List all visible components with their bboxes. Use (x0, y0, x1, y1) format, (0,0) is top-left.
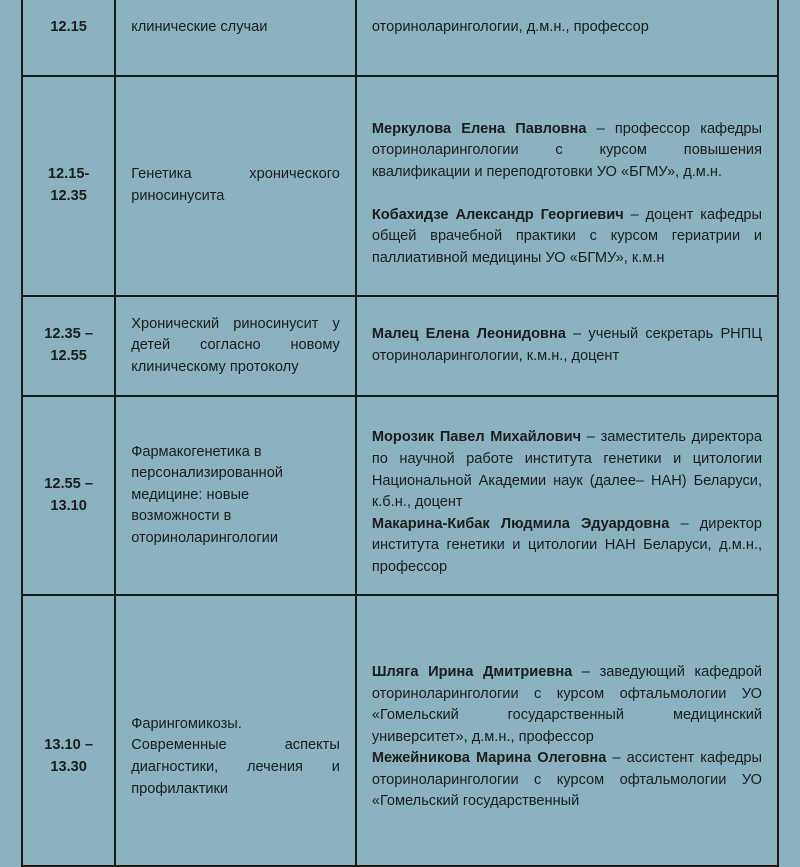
speaker-name: Морозик Павел Михайлович (371, 429, 582, 446)
time-cell (22, 396, 115, 595)
speaker-title: – ассистент кафедры оториноларингологии с курсом офтальмологии УО «Гомельский государственный (371, 750, 762, 810)
speaker-entry (372, 324, 762, 367)
topic-text: клинические случаи (131, 19, 268, 36)
time-cell (22, 595, 115, 866)
time-cell (22, 296, 115, 396)
topic-text: Фарингомикозы. Современные аспекты диагностики, лечения и профилактики (131, 715, 340, 797)
time-text: 12.55 – 13.10 (44, 475, 93, 514)
table-row (22, 595, 778, 866)
speaker-title: – директор института генетики и цитологии НАН Беларуси, д.м.н., профессор (371, 515, 762, 575)
speaker-title: – заведующий кафедрой оториноларингологии с курсом офтальмологии УО «Гомельский государственный медицинский университет», д.м.н., профессор (371, 663, 762, 745)
speaker-name: Кобахидзе Александр Георгиевич (371, 206, 624, 223)
topic-text: Генетика хронического риносинусита (131, 166, 340, 204)
speaker-cell (356, 595, 778, 866)
topic-cell (115, 396, 356, 595)
program-table (21, 0, 779, 867)
time-text: 12.15 (50, 19, 87, 36)
speaker-cell (356, 396, 778, 595)
speaker-name: Макарина-Кибак Людмила Эдуардовна (371, 515, 670, 532)
topic-cell (115, 595, 356, 866)
speaker-cell (356, 0, 778, 76)
speaker-title: – профессор кафедры оториноларингологии с курсом повышения квалификации и переподготовки УО «БГМУ», д.м.н. (371, 120, 762, 180)
time-text: 12.15- 12.35 (47, 166, 90, 204)
table-row (22, 296, 778, 396)
table-row (22, 76, 778, 296)
topic-cell (115, 296, 356, 396)
speaker-cell (356, 296, 778, 396)
speaker-entry (372, 205, 762, 270)
topic-text: Хронический риносинусит у детей согласно новому клиническому протоколу (131, 315, 340, 375)
topic-text: Фармакогенетика в персонализированной медицине: новые возможности в оториноларингологии (131, 443, 283, 546)
speaker-title: оториноларингологии, д.м.н., профессор (371, 19, 649, 36)
speaker-name: Межейникова Марина Олеговна (371, 750, 607, 767)
time-cell (22, 76, 115, 296)
speaker-title: – доцент кафедры общей врачебной практики с курсом гериатрии и паллиативной медицины УО «БГМУ», к.м.н (371, 206, 763, 266)
table-row (22, 0, 778, 76)
speaker-cell (356, 76, 778, 296)
speaker-entry (372, 748, 762, 813)
speaker-title: – ученый секретарь РНПЦ оториноларингологии, к.м.н., доцент (371, 326, 762, 364)
time-cell (22, 0, 115, 76)
time-text: 12.35 – 12.55 (44, 326, 93, 364)
topic-cell (115, 76, 356, 296)
speaker-entry (372, 119, 762, 184)
speaker-name: Меркулова Елена Павловна (371, 120, 587, 137)
time-text: 13.10 – 13.30 (44, 737, 93, 775)
speaker-title: – заместитель директора по научной работе института генетики и цитологии Национальной Академии наук (далее– НАН) Беларуси, к.б.н., доцент (371, 429, 762, 511)
speaker-entry (372, 514, 762, 579)
speaker-name: Шляга Ирина Дмитриевна (371, 663, 573, 680)
speaker-entry (372, 662, 762, 748)
topic-cell (115, 0, 356, 76)
speaker-entry (372, 427, 762, 513)
speaker-entry (372, 17, 762, 39)
table-row (22, 396, 778, 595)
speaker-name: Малец Елена Леонидовна (371, 326, 566, 343)
